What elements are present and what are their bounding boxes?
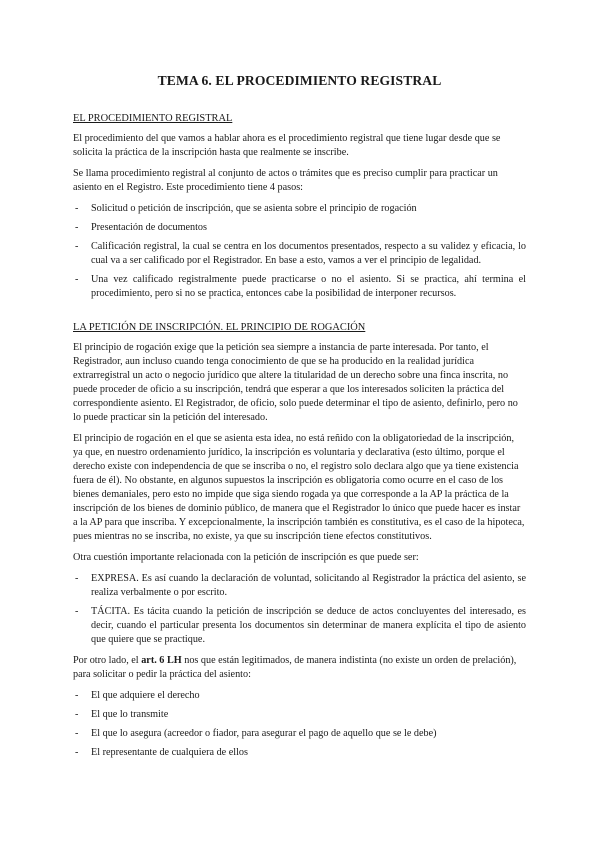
text-run: Por otro lado, el [73,655,142,666]
list-item: - Solicitud o petición de inscripción, que se asienta sobre el principio de rogación [73,202,526,216]
section-heading: LA PETICIÓN DE INSCRIPCIÓN. EL PRINCIPIO DE ROGACIÓN [73,322,366,333]
paragraph: El principio de rogación en el que se asienta esta idea, no está reñido con la obligatoriedad de la inscripción, ya que, en nuestro ordenamiento jurídico, la inscripción es voluntaria y declarativa (esto último, porque el derecho existe con independencia de que se inscriba o no, el registro solo declara algo que ya tiene existencia fuera de él). No obstante, en algunos supuestos la inscripción es obligatoria como ocurre en el caso de los bienes demaniales, pero esto no impide que siga siendo rogada ya que corresponde a la AP la práctica de la inscripción de los bienes de dominio público, de manera que el Registrador lo único que puede hacer es instar a la AP para que inscriba. Y excepcionalmente, la inscripción también es constitutiva, es el caso de la hipoteca, pues mientras no se inscriba, no existe, ya que su inscripción tiene efectos constitutivos. [73,433,525,542]
legitimados-list [73,689,526,760]
list-item: - El que adquiere el derecho [73,689,526,703]
section-procedimiento-registral [73,112,526,301]
paragraph: El procedimiento del que vamos a hablar ahora es el procedimiento registral que tiene lugar desde que se solicita la práctica de la inscripción hasta que realmente se inscribe. [73,133,501,158]
list-item: - El representante de cualquiera de ellos [73,746,526,760]
list-item: - Una vez calificado registralmente puede practicarse o no el asiento. Si se practica, ahí termina el procedimiento, pero si no se practica, entonces cabe la posibilidad de interponer recursos. [73,273,526,301]
paragraph-art6 [73,654,526,682]
list-item: - TÁCITA. Es tácita cuando la petición de inscripción se deduce de actos concluyentes del interesado, es decir, cuando el particular presenta los documentos sin determinar de manera explícita el tipo de asiento que quiere que se practique. [73,605,526,647]
list-item: - Presentación de documentos [73,221,526,235]
list-item: - El que lo asegura (acreedor o fiador, para asegurar el pago de aquello que se le debe) [73,727,526,741]
text-run: nos que están legitimados, de manera indistinta (no existe un orden de prelación), para solicitar o pedir la práctica del asiento: [73,655,517,680]
law-reference: art. 6 LH [141,655,182,666]
paragraph: Otra cuestión importante relacionada con la petición de inscripción es que puede ser: [73,552,419,563]
section-peticion-inscripcion [73,321,526,760]
paragraph: Se llama procedimiento registral al conjunto de actos o trámites que es preciso cumplir para practicar un asiento en el Registro. Este procedimiento tiene 4 pasos: [73,168,498,193]
paragraph: El principio de rogación exige que la petición sea siempre a instancia de parte interesada. Por tanto, el Registrador, aun incluso cuando tenga conocimiento de que se ha producido en la realidad jurídica extrarregistral un acto o negocio jurídico que altere la titularidad de un derecho sobre una finca inscrita, no puede proceder de oficio a su inscripción, tendrá que esperar a que los interesados soliciten la práctica del correspondiente asiento. El Registrador, de oficio, solo puede determinar el tipo de asiento, definirlo, pero no lo puede practicar sin la petición del interesado. [73,342,518,423]
section-heading: EL PROCEDIMIENTO REGISTRAL [73,113,233,124]
list-item: - Calificación registral, la cual se centra en los documentos presentados, respecto a su validez y eficacia, lo cual va a ser calificado por el Registrador. En base a esto, vamos a ver el principio de legalidad. [73,240,526,268]
document-title: TEMA 6. EL PROCEDIMIENTO REGISTRAL [157,73,442,88]
steps-list [73,202,526,301]
list-item: - El que lo transmite [73,708,526,722]
forms-list [73,572,526,647]
list-item: - EXPRESA. Es así cuando la declaración de voluntad, solicitando al Registrador la práctica del asiento, se realiza verbalmente o por escrito. [73,572,526,600]
